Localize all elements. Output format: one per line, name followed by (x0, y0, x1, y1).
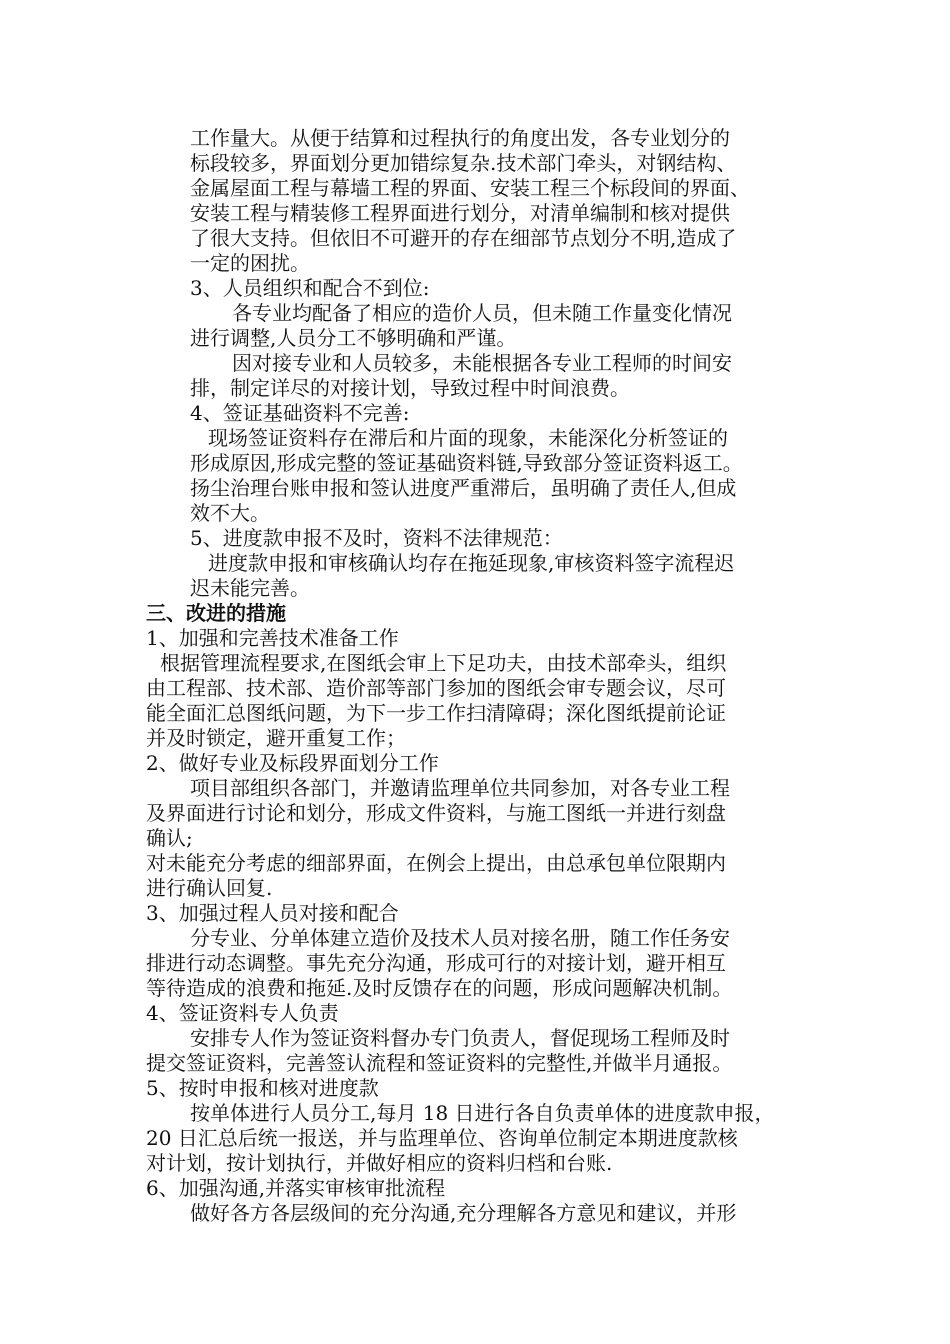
paragraph-line: 等待造成的浪费和拖延.及时反馈存在的问题，形成问题解决机制。 (146, 976, 733, 1000)
paragraph-line: 及界面进行讨论和划分，形成文件资料，与施工图纸一并进行刻盘 (146, 801, 726, 825)
section-heading: 3、加强过程人员对接和配合 (146, 901, 399, 925)
paragraph-line: 各专业均配备了相应的造价人员，但未随工作量变化情况 (232, 301, 732, 325)
paragraph-line: 扬尘治理台账申报和签认进度严重滞后，虽明确了责任人,但成 (190, 476, 737, 500)
section-heading: 4、签证资料专人负责 (146, 1001, 339, 1025)
paragraph-line: 提交签证资料，完善签认流程和签证资料的完整性,并做半月通报。 (146, 1051, 733, 1075)
paragraph-line: 进度款申报和审核确认均存在拖延现象,审核资料签字流程迟 (208, 551, 735, 575)
paragraph-line: 安排专人作为签证资料督办专门负责人，督促现场工程师及时 (190, 1026, 730, 1050)
paragraph-line: 工作量大。从便于结算和过程执行的角度出发，各专业划分的 (190, 126, 730, 150)
section-heading: 6、加强沟通,并落实审核审批流程 (146, 1176, 446, 1200)
paragraph-line: 一定的困扰。 (190, 251, 310, 275)
paragraph-line: 根据管理流程要求,在图纸会审上下足功夫，由技术部牵头，组织 (160, 651, 727, 675)
paragraph-line: 项目部组织各部门，并邀请监理单位共同参加，对各专业工程 (190, 776, 730, 800)
paragraph-line: 安装工程与精装修工程界面进行划分，对清单编制和核对提供 (190, 201, 730, 225)
paragraph-line: 按单体进行人员分工,每月 18 日进行各自负责单体的进度款申报， (190, 1101, 775, 1125)
paragraph-line: 标段较多，界面划分更加错综复杂.技术部门牵头，对钢结构、 (190, 151, 737, 175)
paragraph-line: 效不大。 (190, 501, 270, 525)
paragraph-line: 能全面汇总图纸问题，为下一步工作扫清障碍；深化图纸提前论证 (146, 701, 726, 725)
paragraph-line: 做好各方各层级间的充分沟通,充分理解各方意见和建议，并形 (190, 1201, 737, 1225)
paragraph-line: 排，制定详尽的对接计划，导致过程中时间浪费。 (190, 376, 630, 400)
chapter-heading: 三、改进的措施 (146, 601, 286, 625)
paragraph-line: 进行确认回复. (146, 876, 273, 900)
paragraph-line: 形成原因,形成完整的签证基础资料链,导致部分签证资料返工。 (190, 451, 743, 475)
section-heading: 1、加强和完善技术准备工作 (146, 626, 399, 650)
section-heading: 3、人员组织和配合不到位: (190, 276, 430, 300)
paragraph-line: 了很大支持。但依旧不可避开的存在细部节点划分不明,造成了 (190, 226, 737, 250)
paragraph-line: 进行调整,人员分工不够明确和严谨。 (190, 326, 517, 350)
paragraph-line: 现场签证资料存在滞后和片面的现象，未能深化分析签证的 (208, 426, 728, 450)
paragraph-line: 由工程部、技术部、造价部等部门参加的图纸会审专题会议，尽可 (146, 676, 726, 700)
section-heading: 4、签证基础资料不完善: (190, 401, 410, 425)
paragraph-line: 迟未能完善。 (190, 576, 310, 600)
paragraph-line: 因对接专业和人员较多，未能根据各专业工程师的时间安 (232, 351, 732, 375)
paragraph-line: 对未能充分考虑的细部界面，在例会上提出，由总承包单位限期内 (146, 851, 726, 875)
paragraph-line: 排进行动态调整。事先充分沟通，形成可行的对接计划，避开相互 (146, 951, 726, 975)
paragraph-line: 分专业、分单体建立造价及技术人员对接名册，随工作任务安 (190, 926, 730, 950)
section-heading: 5、进度款申报不及时，资料不法律规范： (190, 526, 563, 550)
section-heading: 5、按时申报和核对进度款 (146, 1076, 379, 1100)
paragraph-line: 对计划，按计划执行，并做好相应的资料归档和台账. (146, 1151, 613, 1175)
paragraph-line: 并及时锁定，避开重复工作； (146, 726, 406, 750)
section-heading: 2、做好专业及标段界面划分工作 (146, 751, 439, 775)
paragraph-line: 确认; (146, 826, 193, 850)
paragraph-line: 20 日汇总后统一报送，并与监理单位、咨询单位制定本期进度款核 (146, 1126, 738, 1150)
paragraph-line: 金属屋面工程与幕墙工程的界面、安装工程三个标段间的界面、 (190, 176, 750, 200)
